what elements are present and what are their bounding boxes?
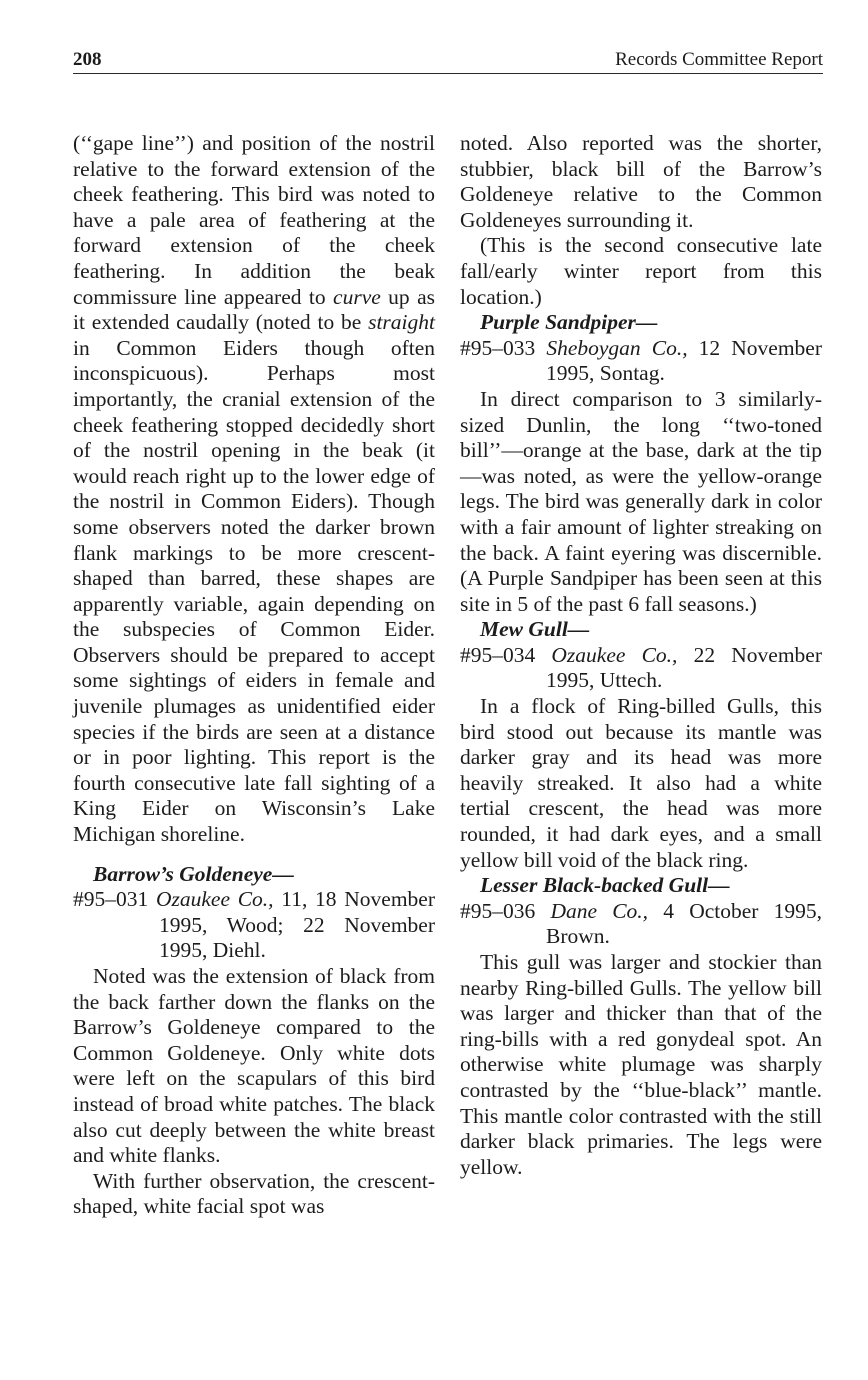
emphasis-straight: straight bbox=[368, 310, 435, 335]
record-95-036 bbox=[460, 899, 822, 950]
record-county: Ozaukee Co., bbox=[551, 642, 678, 667]
record-county: Ozaukee Co., bbox=[155, 887, 274, 912]
record-county: Dane Co., bbox=[550, 898, 649, 923]
text-run: (‘‘gape line’’) and position of the nostril relative to the forward extension of the cheek feathering. This bird was noted to have a pale area of feathering at the forward extension of the cheek feathering. In addition the beak commissure line appeared to bbox=[73, 131, 435, 309]
record-number: #95–034 bbox=[460, 642, 552, 667]
text-run: up as it extended caudally (noted to be bbox=[73, 284, 435, 335]
text-run: in Common Eiders though often inconspicuous). Perhaps most importantly, the cranial extension of the cheek feathering stopped decidedly short of the nostril opening in the beak (it would reach right up to the lower edge of the nostril in Common Eiders). Though some observers noted the darker brown flank markings to be more crescent-shaped than barred, these shapes are apparently variable, again depending on the subspecies of Common Eider. Observers should be prepared to accept some sightings of eiders in female and juvenile plumages as unidentified eider species if the birds are seen at a distance or in poor lighting. This report is the fourth consecutive late fall sighting of a King Eider on Wisconsin’s Lake Michigan shoreline. bbox=[73, 335, 435, 847]
mew-gull-paragraph: In a flock of Ring-billed Gulls, this bird stood out because its mantle was darker gray and its head was more heavily streaked. It also had a white tertial crescent, the head was more rounded, it had dark eyes, and a small yellow bill void of the black ring. bbox=[460, 694, 822, 872]
species-heading-mew-gull: Mew Gull— bbox=[480, 617, 590, 642]
left-column bbox=[73, 131, 435, 1220]
species-heading-purple-sandpiper: Purple Sandpiper— bbox=[480, 310, 658, 335]
purple-sandpiper-paragraph: In direct comparison to 3 similarly-sized Dunlin, the long ‘‘two-toned bill’’—orange at the base, dark at the tip—was noted, as were the yellow-orange legs. The bird was generally dark in color with a fair amount of lighter streaking on the back. A faint eyering was discernible. (A Purple Sandpiper has been seen at this site in 5 of the past 6 fall seasons.) bbox=[460, 386, 822, 616]
record-number: #95–036 bbox=[460, 898, 551, 923]
record-number: #95–033 bbox=[460, 335, 547, 360]
record-details: 11, 18 November 1995, Wood; 22 November 1995, Diehl. bbox=[159, 887, 435, 963]
emphasis-curve: curve bbox=[333, 284, 381, 309]
record-95-031 bbox=[73, 887, 435, 964]
record-95-034 bbox=[460, 643, 822, 694]
record-95-033 bbox=[460, 336, 822, 387]
barrows-goldeneye-paragraph-2-start: With further observation, the crescent-shaped, white facial spot was bbox=[73, 1168, 435, 1219]
barrows-goldeneye-paragraph-2-end: noted. Also reported was the shorter, stubbier, black bill of the Barrow’s Goldeneye relative to the Common Goldeneyes surrounding it. bbox=[460, 131, 822, 232]
king-eider-continued-paragraph bbox=[73, 131, 435, 848]
record-details: 4 October 1995, Brown. bbox=[546, 898, 823, 949]
record-number: #95–031 bbox=[73, 887, 156, 912]
record-details: 22 November 1995, Uttech. bbox=[546, 642, 822, 693]
right-column bbox=[460, 131, 822, 1180]
running-title: Records Committee Report bbox=[615, 49, 823, 70]
barrows-goldeneye-paragraph-1: Noted was the extension of black from the back farther down the flanks on the Barrow’s Goldeneye compared to the Common Goldeneye. Only white dots were left on the scapulars of this bird instead of broad white patches. The black also cut deeply between the white breast and white flanks. bbox=[73, 964, 435, 1168]
lesser-black-backed-gull-paragraph: This gull was larger and stockier than nearby Ring-billed Gulls. The yellow bill was larger and thicker than that of the ring-bills with a red gonydeal spot. An otherwise white plumage was sharply contrasted by the ‘‘blue-black’’ mantle. This mantle color contrasted with the still darker black primaries. The legs were yellow. bbox=[460, 950, 822, 1179]
page-header bbox=[73, 49, 823, 74]
page-number: 208 bbox=[73, 49, 102, 70]
record-county: Sheboygan Co., bbox=[546, 335, 688, 360]
barrows-goldeneye-paragraph-3: (This is the second consecutive late fall/early winter report from this location.) bbox=[460, 233, 822, 309]
species-heading-barrows-goldeneye: Barrow’s Goldeneye— bbox=[93, 861, 294, 886]
species-heading-lesser-black-backed-gull: Lesser Black-backed Gull— bbox=[480, 873, 730, 898]
record-details: 12 November 1995, Sontag. bbox=[546, 335, 822, 386]
